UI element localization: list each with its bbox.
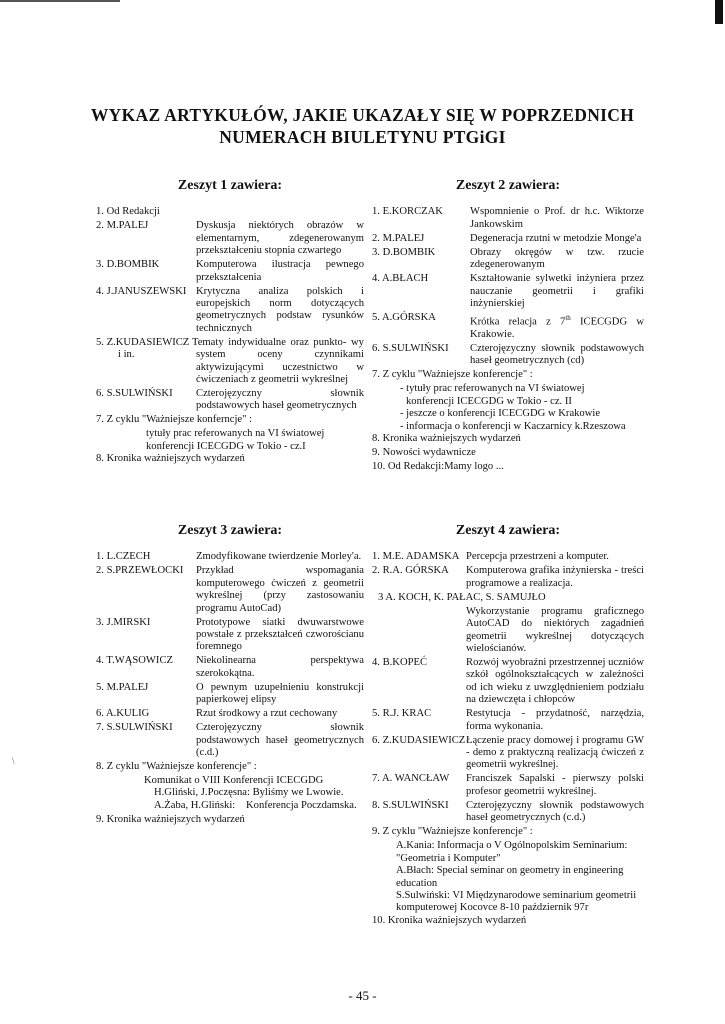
list-item: [372, 312, 644, 341]
list-subitem: H.Gliński, J.Poczęsna: Byliśmy we Lwowie.: [154, 787, 344, 799]
author: 3. D.BOMBIK: [96, 259, 160, 271]
scan-edge-line: [0, 0, 120, 2]
article-title: Rozwój wyobraźni przestrzennej uczniów szkół ogólnokształcących w zależności od ich wieku z uwzględnieniem podziału na dziewczęta i chłopców: [466, 657, 644, 706]
article-title: Kształtowanie sylwetki inżyniera przez nauczanie geometrii i grafiki inżynierskiej: [470, 273, 644, 310]
list-item: 8. Kronika ważniejszych wydarzeń: [96, 453, 245, 465]
list-item: 7. Z cyklu "Ważniejsze konferencje" :: [372, 369, 533, 381]
list-item: [96, 682, 364, 707]
author: 4. B.KOPEĆ: [372, 657, 428, 669]
author: 2. R.A. GÓRSKA: [372, 565, 449, 577]
page-title-line2: NUMERACH BIULETYNU PTGiGI: [219, 127, 506, 147]
author: 6. Z.KUDASIEWICZ: [372, 734, 466, 746]
author: 5. R.J. KRAC: [372, 708, 432, 720]
issue-1-contents: [96, 180, 364, 467]
issue-3-heading: Zeszyt 3 zawiera:: [177, 523, 283, 538]
issue-4-heading: Zeszyt 4 zawiera:: [455, 523, 561, 538]
list-item: [96, 722, 364, 759]
author: 8. S.SULWIŃSKI: [372, 799, 449, 811]
list-item: [96, 220, 364, 257]
article-title: Czterojęzyczny słownik podstawowych haseł geometrycznych (c.d.): [196, 722, 364, 759]
author: 4. T.WĄSOWICZ: [96, 655, 173, 667]
author: 5. A.GÓRSKA: [372, 312, 436, 324]
list-item: [96, 337, 364, 387]
list-item: [372, 565, 644, 590]
article-title: Krótka relacja z 7th ICECGDG w Krakowie.: [470, 314, 644, 340]
list-item: [96, 565, 364, 615]
list-subitem: - informacja o konferencji w Kaczarnicy k.Rzeszowa: [400, 420, 626, 432]
article-title: Komputerowa grafika inżynierska - treści programowe a realizacja.: [466, 565, 644, 589]
list-item: [96, 551, 364, 563]
list-item: [372, 206, 644, 231]
list-item: [372, 343, 644, 368]
list-item: 8. Kronika ważniejszych wydarzeń: [372, 433, 521, 444]
article-title: Prototypowe siatki dwuwarstwowe powstałe z przekształceń czworościanu foremnego: [196, 616, 364, 653]
article-title: Wspomnienie o Prof. dr h.c. Wiktorze Jankowskim: [470, 206, 644, 230]
author: 5. Z.KUDASIEWICZ i in.: [96, 336, 190, 361]
author: 4. J.JANUSZEWSKI: [96, 285, 187, 297]
list-subitem: konferencji ICECGDG w Tokio - cz.I: [146, 440, 306, 452]
author: 2. M.PALEJ: [96, 220, 149, 232]
list-subitem: A.Żaba, H.Gliński: Konferencja Poczdamska.: [154, 799, 357, 811]
article-title: Wykorzystanie programu graficznego AutoCAD do niektórych zagadnień geometrii wykreślnej dotyczących wielościanów.: [466, 605, 644, 655]
list-item: [372, 773, 644, 798]
author: 1. E.KORCZAK: [372, 206, 443, 218]
list-item: 9. Z cyklu "Ważniejsze konferencje" :: [372, 826, 533, 838]
article-title: Przykład wspomagania komputerowego ćwiczeń z geometrii wykreślnej (przy zastosowaniu programu AutoCad): [196, 565, 364, 614]
list-item: [372, 233, 644, 245]
author: 7. S.SULWIŃSKI: [96, 722, 173, 734]
list-item: [96, 286, 364, 336]
list-item: 7. Z cyklu "Ważniejsze konferncje" :: [96, 414, 253, 426]
list-subitem: tytuły prac referowanych na VI światowej: [146, 428, 325, 440]
list-item: [96, 259, 364, 284]
issue-4-contents: [372, 525, 644, 929]
list-item: [96, 388, 364, 413]
list-subitem: Komunikat o VIII Konferencji ICECGDG: [144, 775, 324, 787]
author: 6. A.KULIG: [96, 708, 150, 720]
list-item: [372, 800, 644, 825]
list-subitem: A.Kania: Informacja o V Ogólnopolskim Seminarium: "Geometria i Komputer": [396, 840, 628, 864]
page-number: - 45 -: [348, 988, 377, 1003]
article-title: Tematy indywidualne oraz punkto- wy system oceny czynnikami aktywizującymi uczestnictwo w ćwiczeniach z geometrii wykreślnej: [192, 336, 364, 386]
author: 1. M.E. ADAMSKA: [372, 551, 460, 563]
author: 4. A.BŁACH: [372, 273, 429, 285]
author: 3. J.MIRSKI: [96, 616, 151, 628]
list-item: 1. Od Redakcji: [96, 206, 160, 218]
list-item: [372, 735, 644, 772]
list-item: [372, 551, 644, 563]
author: 6. S.SULWIŃSKI: [96, 388, 173, 400]
list-item: 8. Z cyklu "Ważniejsze konferencje" :: [96, 761, 257, 773]
issue-1-heading: Zeszyt 1 zawiera:: [177, 178, 283, 193]
article-title: Degeneracja rzutni w metodzie Monge'a: [470, 232, 642, 244]
article-title: Rzut środkowy a rzut cechowany: [196, 708, 338, 720]
list-item: [372, 273, 644, 310]
article-title: Czterojęzyczny słownik podstawowych haseł geometrycznych: [196, 388, 364, 412]
article-title: Łączenie pracy domowej i programu GW - demo z praktyczną realizacją ćwiczeń z geometrii wykreślnej.: [466, 734, 644, 771]
list-item: 9. Kronika ważniejszych wydarzeń: [96, 813, 245, 825]
list-item: [96, 655, 364, 680]
article-title: Percepcja przestrzeni a komputer.: [466, 551, 609, 563]
page-title: [40, 104, 685, 148]
list-item: 10. Od Redakcji:Mamy logo ...: [372, 461, 504, 472]
stray-mark: \: [12, 756, 15, 766]
list-subitem: - tytuły prac referowanych na VI światowej: [400, 383, 585, 395]
article-title: Zmodyfikowane twierdzenie Morley'a.: [196, 551, 362, 563]
author: 5. M.PALEJ: [96, 681, 149, 693]
author: 2. S.PRZEWŁOCKI: [96, 565, 184, 577]
article-title: Franciszek Sapalski - pierwszy polski profesor geometrii wykreślnej.: [466, 773, 644, 797]
author: 2. M.PALEJ: [372, 232, 425, 244]
list-item: 9. Nowości wydawnicze: [372, 447, 476, 458]
list-item: [372, 657, 644, 707]
article-title: Restytucja - przydatność, narzędzia, forma wykonania.: [466, 708, 644, 732]
list-item: [372, 708, 644, 733]
list-item: [372, 247, 644, 272]
list-subitem: konferencji ICECGDG w Tokio - cz. II: [406, 395, 572, 407]
author: 3 A. KOCH, K. PAŁAC, S. SAMUJŁO: [378, 591, 546, 603]
issue-3-contents: [96, 525, 364, 828]
article-title: Obrazy okręgów w tzw. rzucie zdegenerowanym: [470, 246, 644, 271]
issue-2-contents: [372, 180, 644, 475]
list-item: [96, 617, 364, 654]
list-item: [96, 708, 364, 720]
author: 6. S.SULWIŃSKI: [372, 342, 449, 354]
article-title: Krytyczna analiza polskich i europejskich norm dotyczących geometrycznych podstaw rysunków technicznych: [196, 285, 364, 334]
article-title: Czterojęzyczny słownik podstawowych haseł geometrycznych (cd): [470, 342, 644, 367]
article-title: Niekolinearna perspektywa szerokokątna.: [196, 655, 364, 679]
list-item: [372, 592, 644, 604]
article-title: Komputerowa ilustracja pewnego przekształcenia: [196, 259, 364, 283]
list-subitem: A.Błach: Special seminar on geometry in engineering education: [396, 865, 624, 889]
list-item: 10. Kronika ważniejszych wydarzeń: [372, 914, 527, 926]
list-item: [372, 606, 644, 656]
page-title-line1: WYKAZ ARTYKUŁÓW, JAKIE UKAZAŁY SIĘ W POPRZEDNICH: [90, 105, 635, 125]
issue-2-heading: Zeszyt 2 zawiera:: [455, 178, 561, 193]
author: 3. D.BOMBIK: [372, 246, 436, 258]
scan-edge-mark: [715, 0, 723, 24]
article-title: O pewnym uzupełnieniu konstrukcji papierkowej elipsy: [196, 681, 364, 706]
article-title: Dyskusja niektórych obrazów w elementarnym, zdegenerowanym przekształceniu stopnia czwartego: [196, 220, 364, 257]
author: 1. L.CZECH: [96, 551, 151, 563]
author: 7. A. WANCŁAW: [372, 773, 450, 785]
list-subitem: - jeszcze o konferencji ICECGDG w Krakowie: [400, 408, 601, 420]
article-title: Czterojęzyczny słownik podstawowych haseł geometrycznych (c.d.): [466, 799, 644, 824]
list-subitem: S.Sulwiński: VI Międzynarodowe seminarium geometrii komputerowej Kocovce 8-10 październik 97r: [396, 889, 637, 914]
